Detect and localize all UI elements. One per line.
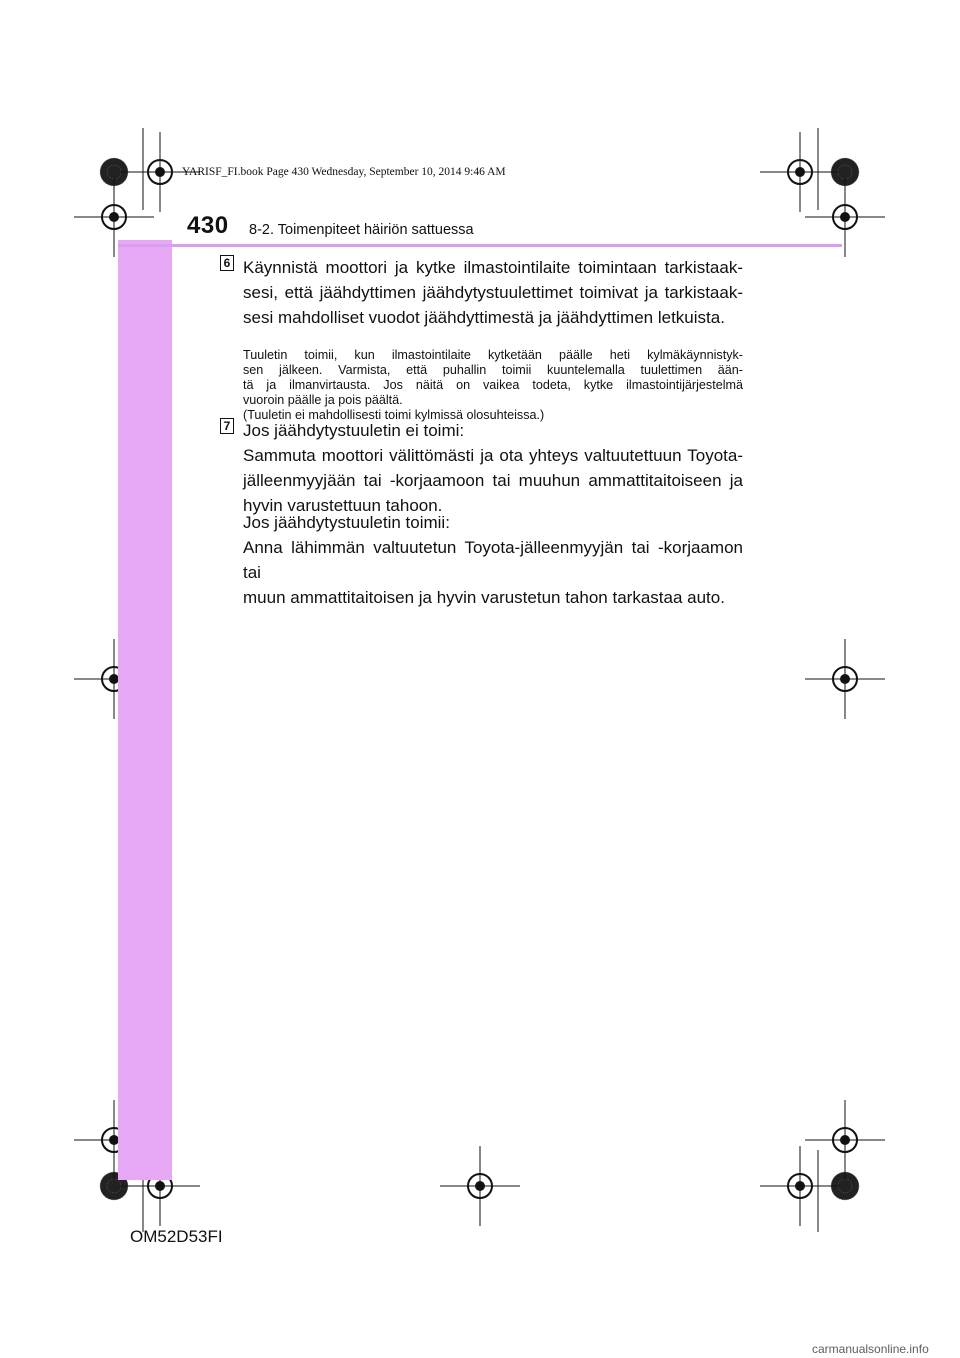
text-line: Tuuletin toimii, kun ilmastointilaite kytketään päälle heti kylmäkäynnistyk- [243,348,743,362]
text-line: vuoroin päälle ja pois päältä. [243,393,403,407]
text-line: Anna lähimmän valtuutetun Toyota-jälleenmyyjän tai -korjaamon tai [243,538,743,582]
text-line: jälleenmyyjään tai -korjaamoon tai muuhun ammattitaitoiseen ja [243,471,743,490]
text-line: tä ja ilmanvirtausta. Jos näitä on vaikea todeta, kytke ilmastointijärjestelmä [243,378,743,392]
header-divider [118,244,842,247]
step-6-instruction [243,255,743,330]
text-line: Jos jäähdytystuuletin ei toimi: [243,421,465,440]
watermark: carmanualsonline.info [812,1342,929,1356]
text-line: (Tuuletin ei mahdollisesti toimi kylmissä olosuhteissa.) [243,408,545,422]
registration-target-icon [805,639,885,719]
page-number: 430 [187,212,229,239]
registration-target-icon [760,1146,840,1226]
text-line: hyvin varustettuun tahoon. [243,496,443,515]
step-6-note [243,348,743,423]
text-line: Jos jäähdytystuuletin toimii: [243,513,450,532]
registration-target-icon [440,1146,520,1226]
text-line: sesi mahdolliset vuodot jäähdyttimestä ja jäähdyttimen letkuista. [243,308,725,327]
section-title: 8-2. Toimenpiteet häiriön sattuessa [249,222,474,238]
text-line: sen jälkeen. Varmista, että puhallin toimii kuuntelemalla tuulettimen ään- [243,363,743,377]
text-line: sesi, että jäähdyttimen jäähdytystuulettimet toimivat ja tarkistaak- [243,283,743,302]
text-line: Käynnistä moottori ja kytke ilmastointilaite toimintaan tarkistaak- [243,258,743,277]
text-line: Sammuta moottori välittömästi ja ota yhteys valtuutettuun Toyota- [243,446,743,465]
text-line: muun ammattitaitoisen ja hyvin varustetun tahon tarkastaa auto. [243,588,725,607]
file-stamp: YARISF_FI.book Page 430 Wednesday, September 10, 2014 9:46 AM [182,166,506,178]
step-number-badge: 6 [220,255,234,271]
section-color-tab [118,240,172,1180]
step-7-if-fan-not-working [243,418,743,518]
step-7-if-fan-working [243,510,743,610]
manual-code: OM52D53FI [130,1227,223,1246]
registration-target-icon [805,1100,885,1180]
registration-target-icon [760,132,840,212]
step-number-badge: 7 [220,418,234,434]
